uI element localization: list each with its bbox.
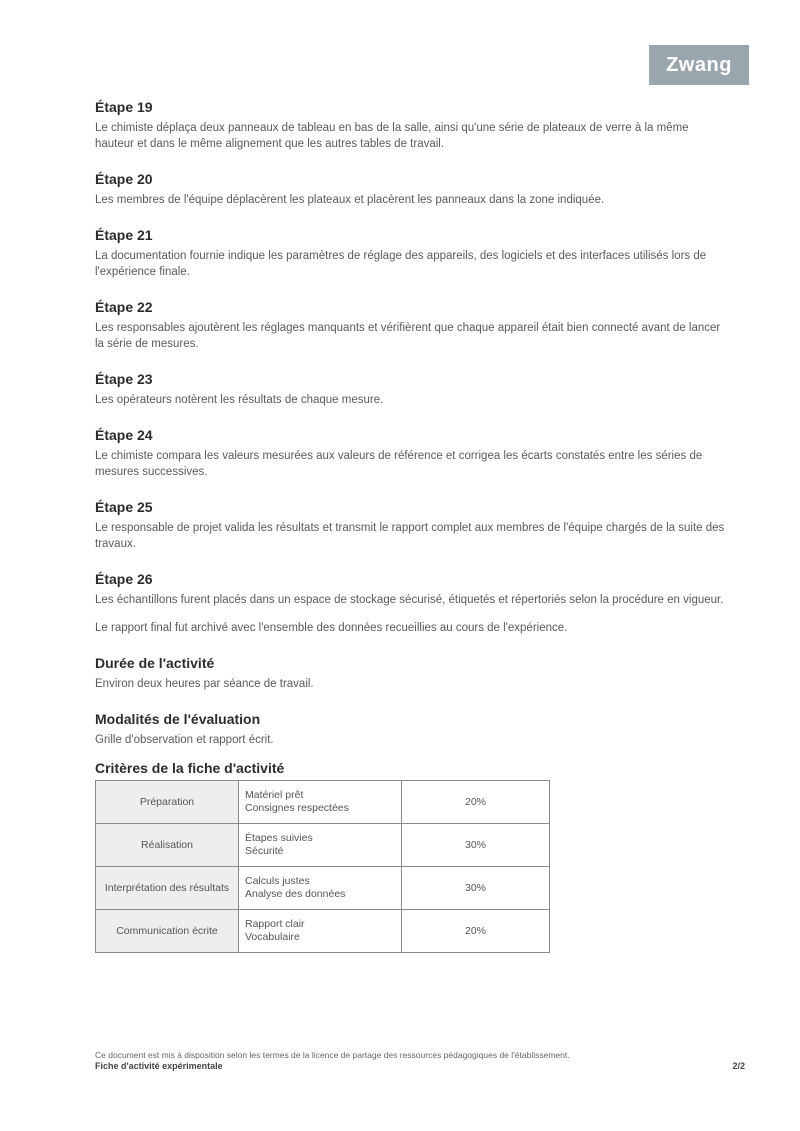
section-text: Les opérateurs notèrent les résultats de chaque mesure.	[95, 394, 384, 406]
footer-title: Fiche d'activité expérimentale	[95, 1061, 223, 1071]
table-title: Critères de la fiche d'activité	[95, 760, 285, 776]
section-text: Les responsables ajoutèrent les réglages manquants et vérifièrent que chaque appareil était bien connecté avant de lancer la série de mesures.	[95, 322, 721, 350]
section-title: Étape 25	[95, 499, 153, 515]
row-percentage: 30%	[402, 867, 550, 910]
section-title: Durée de l'activité	[95, 655, 215, 671]
row-description: Étapes suivies Sécurité	[239, 824, 402, 867]
section-text: Le chimiste compara les valeurs mesurées aux valeurs de référence et corrigea les écarts constatés entre les séries de mesures successives.	[95, 450, 703, 478]
section-text: Les membres de l'équipe déplacèrent les plateaux et placèrent les panneaux dans la zone indiquée.	[95, 194, 605, 206]
section-text: Les échantillons furent placés dans un espace de stockage sécurisé, étiquetés et répertoriés selon la procédure en vigueur.	[95, 594, 724, 606]
section	[95, 654, 725, 692]
section-title: Modalités de l'évaluation	[95, 711, 261, 727]
header-badge: Zwang	[649, 45, 749, 85]
table-row	[96, 910, 550, 953]
row-percentage: 20%	[402, 910, 550, 953]
section	[95, 710, 725, 748]
page-footer	[95, 1050, 745, 1072]
row-label: Interprétation des résultats	[96, 867, 239, 910]
footer-bottom	[95, 1061, 745, 1072]
section-text: Le chimiste déplaça deux panneaux de tableau en bas de la salle, ainsi qu'une série de plateaux de verre à la même hauteur et dans le même alignement que les autres tables de travail.	[95, 122, 689, 150]
row-label: Communication écrite	[96, 910, 239, 953]
section-title: Étape 21	[95, 227, 153, 243]
section	[95, 570, 725, 608]
document-body	[95, 98, 725, 953]
page-number: 2/2	[732, 1061, 745, 1071]
row-label: Réalisation	[96, 824, 239, 867]
section-text: La documentation fournie indique les paramètres de réglage des appareils, des logiciels et des interfaces utilisés lors de l'expérience finale.	[95, 250, 707, 278]
row-percentage: 30%	[402, 824, 550, 867]
table-row	[96, 867, 550, 910]
section	[95, 498, 725, 552]
section	[95, 426, 725, 480]
section	[95, 98, 725, 152]
row-description: Matériel prêt Consignes respectées	[239, 781, 402, 824]
table-row	[96, 824, 550, 867]
section-title: Étape 20	[95, 171, 153, 187]
section-title: Étape 23	[95, 371, 153, 387]
section	[95, 298, 725, 352]
section-text: Grille d'observation et rapport écrit.	[95, 734, 274, 746]
row-label: Préparation	[96, 781, 239, 824]
section-list	[95, 98, 725, 748]
section-title: Étape 22	[95, 299, 153, 315]
section-text: Environ deux heures par séance de travail.	[95, 678, 314, 690]
section	[95, 226, 725, 280]
criteria-table	[95, 780, 550, 953]
table-row	[96, 781, 550, 824]
footer-license: Ce document est mis à disposition selon les termes de la licence de partage des ressources pédagogiques de l'établissement.	[95, 1050, 570, 1060]
section	[95, 370, 725, 408]
section-text: Le responsable de projet valida les résultats et transmit le rapport complet aux membres de l'équipe chargés de la suite des travaux.	[95, 522, 725, 550]
section-title: Étape 19	[95, 99, 153, 115]
section-title: Étape 24	[95, 427, 153, 443]
row-percentage: 20%	[402, 781, 550, 824]
section-title: Étape 26	[95, 571, 153, 587]
section-text: Le rapport final fut archivé avec l'ensemble des données recueillies au cours de l'expérience.	[95, 622, 568, 634]
row-description: Calculs justes Analyse des données	[239, 867, 402, 910]
section	[95, 620, 725, 636]
section	[95, 170, 725, 208]
row-description: Rapport clair Vocabulaire	[239, 910, 402, 953]
